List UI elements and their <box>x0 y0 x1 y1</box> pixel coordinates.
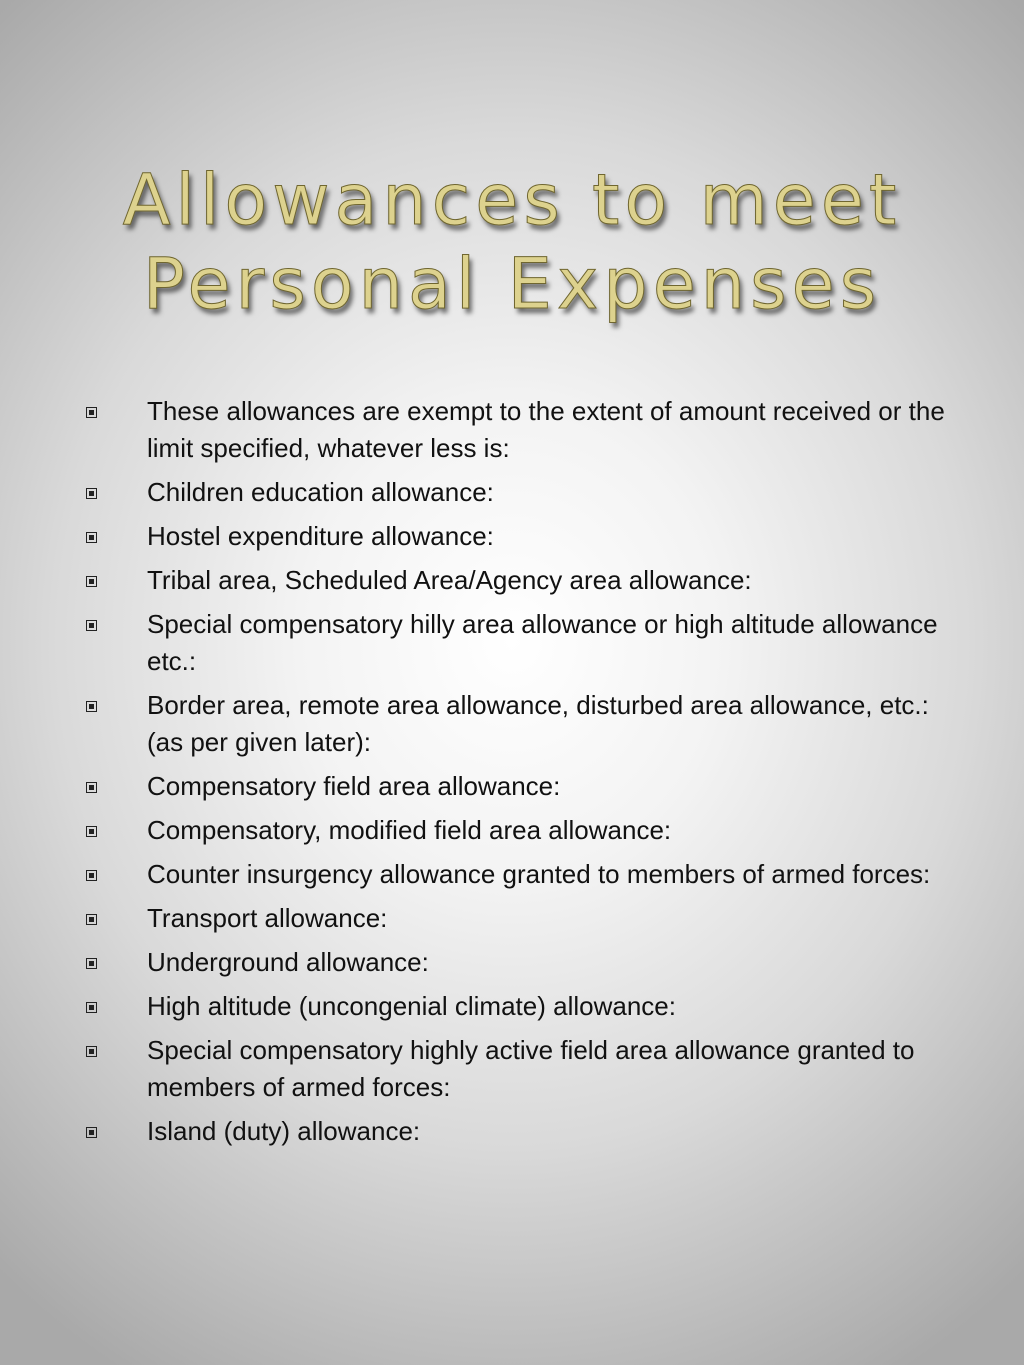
bullet-text: Underground allowance: <box>147 947 429 977</box>
square-bullet-icon <box>86 782 97 793</box>
square-bullet-icon <box>86 1127 97 1138</box>
title-line-2: Personal Expenses <box>142 243 882 325</box>
bullet-text: Transport allowance: <box>147 903 388 933</box>
square-bullet-icon <box>86 958 97 969</box>
bullet-text: Counter insurgency allowance granted to members of armed forces: <box>147 859 931 889</box>
list-item <box>0 944 1024 981</box>
list-item <box>0 606 1024 680</box>
square-bullet-icon <box>86 1002 97 1013</box>
list-item <box>0 474 1024 511</box>
list-item <box>0 687 1024 761</box>
square-bullet-icon <box>86 532 97 543</box>
square-bullet-icon <box>86 488 97 499</box>
bullet-text: High altitude (uncongenial climate) allowance: <box>147 991 676 1021</box>
bullet-text: Island (duty) allowance: <box>147 1116 421 1146</box>
bullet-text: Special compensatory highly active field area allowance granted to members of armed forces: <box>147 1035 915 1102</box>
list-item <box>0 562 1024 599</box>
bullet-text: Special compensatory hilly area allowance or high altitude allowance etc.: <box>147 609 938 676</box>
bullet-text: Border area, remote area allowance, disturbed area allowance, etc.: (as per given later): <box>147 690 929 757</box>
square-bullet-icon <box>86 576 97 587</box>
square-bullet-icon <box>86 701 97 712</box>
bullet-text: Children education allowance: <box>147 477 494 507</box>
title-line-1: Allowances to meet <box>122 159 902 241</box>
bullet-text: Compensatory, modified field area allowance: <box>147 815 672 845</box>
square-bullet-icon <box>86 826 97 837</box>
list-item <box>0 393 1024 467</box>
square-bullet-icon <box>86 620 97 631</box>
list-item <box>0 900 1024 937</box>
bullet-list <box>0 393 1024 1157</box>
list-item <box>0 1032 1024 1106</box>
bullet-text: These allowances are exempt to the extent of amount received or the limit specified, whatever less is: <box>147 396 945 463</box>
square-bullet-icon <box>86 1046 97 1057</box>
slide-title <box>60 158 964 326</box>
square-bullet-icon <box>86 407 97 418</box>
list-item <box>0 768 1024 805</box>
bullet-text: Hostel expenditure allowance: <box>147 521 494 551</box>
list-item <box>0 812 1024 849</box>
list-item <box>0 988 1024 1025</box>
bullet-text: Tribal area, Scheduled Area/Agency area allowance: <box>147 565 752 595</box>
list-item <box>0 518 1024 555</box>
list-item <box>0 856 1024 893</box>
list-item <box>0 1113 1024 1150</box>
square-bullet-icon <box>86 870 97 881</box>
bullet-text: Compensatory field area allowance: <box>147 771 561 801</box>
square-bullet-icon <box>86 914 97 925</box>
